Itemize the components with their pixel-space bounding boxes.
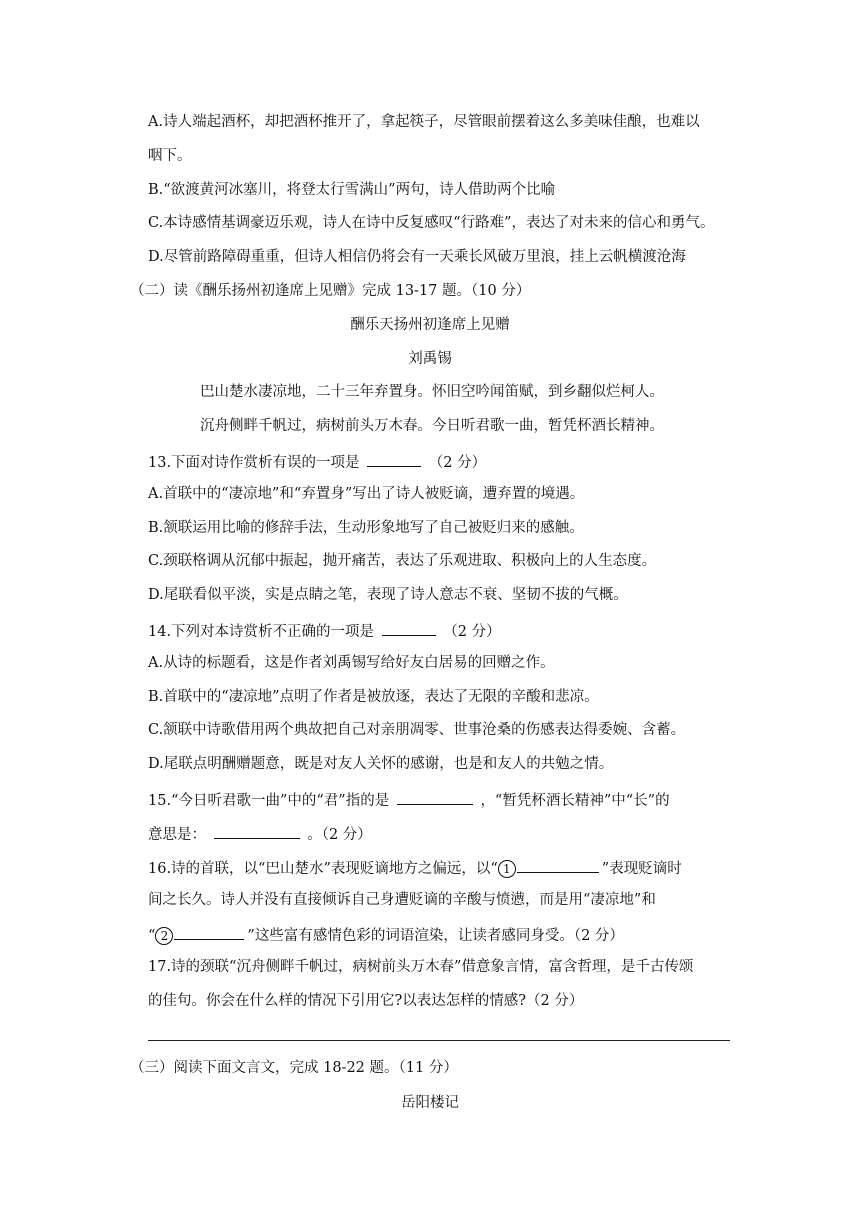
q14-option-d: D.尾联点明酬赠题意，既是对友人关怀的感谢，也是和友人的共勉之情。: [148, 756, 614, 772]
q13-answer-blank[interactable]: [367, 450, 421, 467]
q16-text-4: ”这些富有感情色彩的词语渲染，让读者感同身受。（2 分）: [247, 928, 624, 944]
q15-text-2: ，“暂凭杯酒长精神”中“长”的: [480, 793, 670, 809]
q14-option-c: C.颔联中诗歌借用两个典故把自己对亲朋凋零、世事沧桑的伤感表达得委婉、含蓄。: [148, 722, 686, 738]
q12-option-a-line1: A.诗人端起酒杯，却把酒杯推开了，拿起筷子，尽管眼前摆着这么多美味佳酿，也难以: [148, 114, 700, 130]
q16-line1: [148, 856, 682, 879]
q12-option-b: B.“欲渡黄河冰塞川，将登太行雪满山”两句，诗人借助两个比喻: [148, 182, 556, 198]
q12-option-a-line2: 咽下。: [148, 148, 192, 164]
section2-heading: （二）读《酬乐扬州初逢席上见赠》完成 13-17 题。（10 分）: [130, 283, 531, 299]
section3-heading: （三）阅读下面文言文，完成 18-22 题。（11 分）: [130, 1060, 458, 1076]
q14-answer-blank[interactable]: [382, 619, 436, 636]
poem-title: 酬乐天扬州初逢席上见赠: [350, 317, 510, 333]
q14-option-a: A.从诗的标题看，这是作者刘禹锡写给好友白居易的回赠之作。: [148, 655, 555, 671]
q13-stem-text: 13.下面对诗作赏析有误的一项是: [148, 455, 360, 471]
q12-option-d: D.尽管前路障碍重重，但诗人相信仍将会有一天乘长风破万里浪，挂上云帆横渡沧海: [148, 249, 686, 265]
q13-option-a: A.首联中的“凄凉地”和“弃置身”写出了诗人被贬谪，遭弃置的境遇。: [148, 486, 585, 502]
q15-text-4: 。（2 分）: [307, 827, 372, 843]
q13-stem: [148, 450, 486, 473]
circled-number-2: 2: [155, 927, 173, 945]
q15-line2: [148, 822, 372, 845]
q17-line2: 的佳句。你会在什么样的情况下引用它?以表达怎样的情感?（2 分）: [148, 993, 584, 1009]
q16-line2: 间之长久。诗人并没有直接倾诉自己身遭贬谪的辛酸与愤懑，而是用“凄凉地”和: [148, 892, 656, 908]
q15-text-1: 15.“今日听君歌一曲”中的“君”指的是: [148, 793, 390, 809]
poem-line-1: 巴山楚水凄凉地，二十三年弃置身。怀旧空吟闻笛赋，到乡翻似烂柯人。: [200, 384, 664, 400]
q16-line3: [148, 923, 624, 946]
q12-option-c: C.本诗感情基调豪迈乐观，诗人在诗中反复感叹“行路难”，表达了对未来的信心和勇气。: [148, 215, 715, 231]
q15-text-3: 意思是：: [148, 827, 206, 843]
q13-option-b: B.颔联运用比喻的修辞手法，生动形象地写了自己被贬归来的感触。: [148, 520, 584, 536]
q14-stem: [148, 619, 501, 642]
q14-option-b: B.首联中的“凄凉地”点明了作者是被放逐，表达了无限的辛酸和悲凉。: [148, 689, 599, 705]
q14-stem-text: 14.下列对本诗赏析不正确的一项是: [148, 624, 375, 640]
poem-line-2: 沉舟侧畔千帆过，病树前头万木春。今日听君歌一曲，暂凭杯酒长精神。: [200, 418, 664, 434]
q14-score: （2 分）: [443, 624, 501, 640]
q16-text-1: 16.诗的首联，以“巴山楚水”表现贬谪地方之偏远，以“: [148, 861, 498, 877]
q16-answer-blank-1[interactable]: [517, 856, 599, 873]
q15-answer-blank-1[interactable]: [397, 788, 473, 805]
q13-option-c: C.颈联格调从沉郁中振起，抛开痛苦，表达了乐观进取、积极向上的人生态度。: [148, 553, 657, 569]
q13-option-d: D.尾联看似平淡，实是点睛之笔，表现了诗人意志不衰、坚韧不拔的气概。: [148, 587, 628, 603]
q15-answer-blank-2[interactable]: [214, 822, 300, 839]
q13-score: （2 分）: [428, 455, 487, 471]
poem-author: 刘禹锡: [408, 351, 452, 367]
q16-text-3: “: [148, 928, 156, 944]
q17-line1: 17.诗的颈联“沉舟侧畔千帆过，病树前头万木春”借意象言情，富含哲理，是千古传颂: [148, 959, 694, 975]
circled-number-1: 1: [498, 860, 516, 878]
q15-line1: [148, 788, 670, 811]
passage-title: 岳阳楼记: [401, 1095, 459, 1111]
q16-answer-blank-2[interactable]: [174, 923, 244, 940]
q16-text-2: ”表现贬谪时: [601, 861, 682, 877]
q17-answer-line[interactable]: [148, 1040, 730, 1041]
